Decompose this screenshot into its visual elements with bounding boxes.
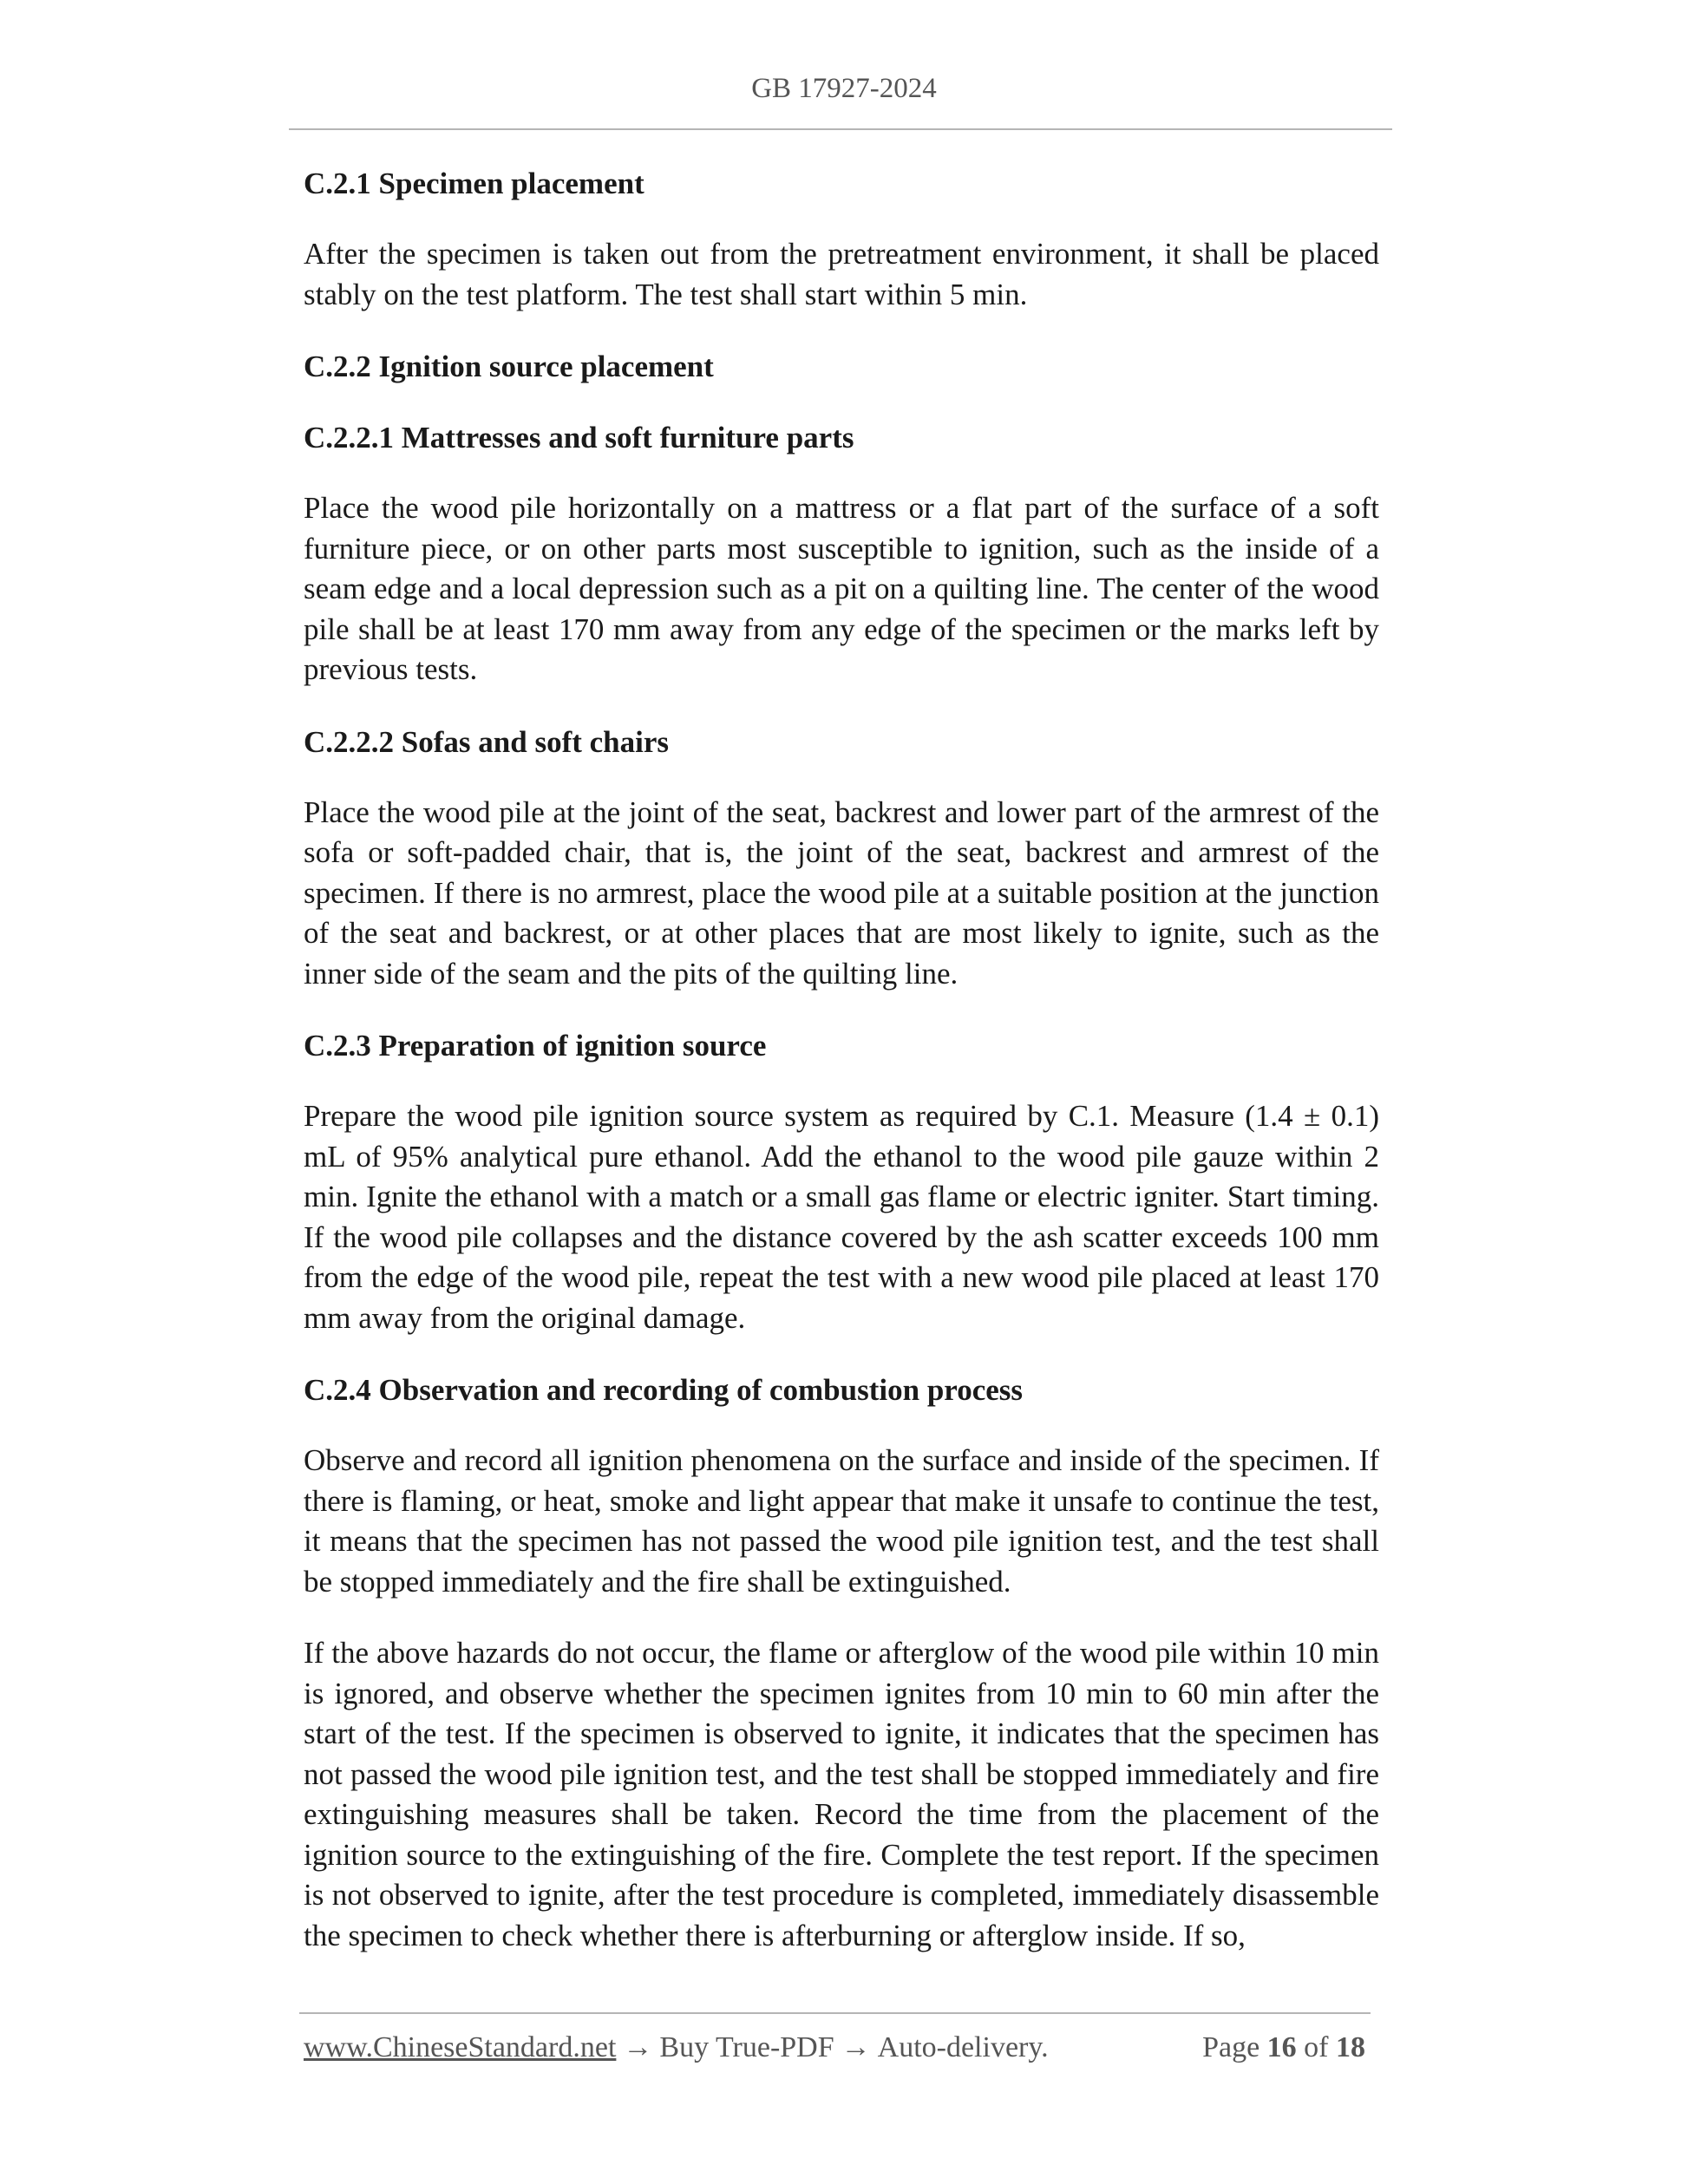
auto-delivery-text: Auto-delivery. [877, 2031, 1049, 2063]
section-heading-c-2-3: C.2.3 Preparation of ignition source [304, 1029, 767, 1063]
page-indicator [1202, 2031, 1365, 2064]
page-total-number: 18 [1336, 2031, 1365, 2063]
paragraph-observation-2: If the above hazards do not occur, the flame or afterglow of the wood pile within 10 min is ignored, and observe whether the specimen ignites from 10 min to 60 min after the start of the test. If the specimen is observed to ignite, it indicates that the specimen has not passed the wood pile ignition test, and the test shall be stopped immediately and fire extinguishing measures shall be taken. Record the time from the placement of the ignition source to the extinguishing of the fire. Complete the test report. If the specimen is not observed to ignite, after the test procedure is completed, immediately disassemble the specimen to check whether there is afterburning or afterglow inside. If so, [304, 1636, 1379, 1952]
paragraph-mattresses: Place the wood pile horizontally on a mattress or a flat part of the surface of a soft furniture piece, or on other parts most susceptible to ignition, such as the inside of a seam edge and a local depression such as a pit on a quilting line. The center of the wood pile shall be at least 170 mm away from any edge of the specimen or the marks left by previous tests. [304, 491, 1379, 686]
document-body [304, 163, 1379, 1987]
footer-divider [299, 2012, 1371, 2014]
paragraph-observation-1: Observe and record all ignition phenomena on the surface and inside of the specimen. If there is flaming, or heat, smoke and light appear that make it unsafe to continue the test, it means that the specimen has not passed the wood pile ignition test, and the test shall be stopped immediately and the fire shall be extinguished. [304, 1443, 1379, 1599]
of-label: of [1304, 2031, 1329, 2063]
paragraph-specimen-placement: After the specimen is taken out from the pretreatment environment, it shall be placed stably on the test platform. The test shall start within 5 min. [304, 237, 1379, 311]
header-divider [289, 128, 1392, 130]
page-label: Page [1202, 2031, 1260, 2063]
section-heading-c-2-4: C.2.4 Observation and recording of combustion process [304, 1373, 1024, 1407]
buy-true-pdf-text: Buy True-PDF [659, 2031, 834, 2063]
page-current-number: 16 [1266, 2031, 1297, 2063]
section-heading-c-2-2: C.2.2 Ignition source placement [304, 350, 714, 383]
arrow-right-icon: → [623, 2031, 653, 2063]
section-heading-c-2-2-1: C.2.2.1 Mattresses and soft furniture parts [304, 421, 854, 454]
footer-links [304, 2031, 1049, 2064]
section-heading-c-2-2-2: C.2.2.2 Sofas and soft chairs [304, 724, 670, 759]
chinesestandard-link[interactable]: www.ChineseStandard.net [304, 2031, 617, 2063]
section-heading-c-2-1: C.2.1 Specimen placement [304, 167, 644, 200]
document-header-title: GB 17927-2024 [751, 73, 937, 104]
paragraph-ignition-preparation: Prepare the wood pile ignition source system as required by C.1. Measure (1.4 ± 0.1) mL of 95% analytical pure ethanol. Add the ethanol to the wood pile gauze within 2 min. Ignite the ethanol with a match or a small gas flame or electric igniter. Start timing. If the wood pile collapses and the distance covered by the ash scatter exceeds 100 mm from the edge of the wood pile, repeat the test with a new wood pile placed at least 170 mm away from the original damage. [304, 1099, 1379, 1335]
arrow-right-icon: → [841, 2031, 871, 2063]
paragraph-sofas: Place the wood pile at the joint of the seat, backrest and lower part of the armrest of the sofa or soft-padded chair, that is, the joint of the seat, backrest and armrest of the specimen. If there is no armrest, place the wood pile at a suitable position at the junction of the seat and backrest, or at other places that are most likely to ignite, such as the inner side of the seam and the pits of the quilting line. [304, 794, 1379, 991]
